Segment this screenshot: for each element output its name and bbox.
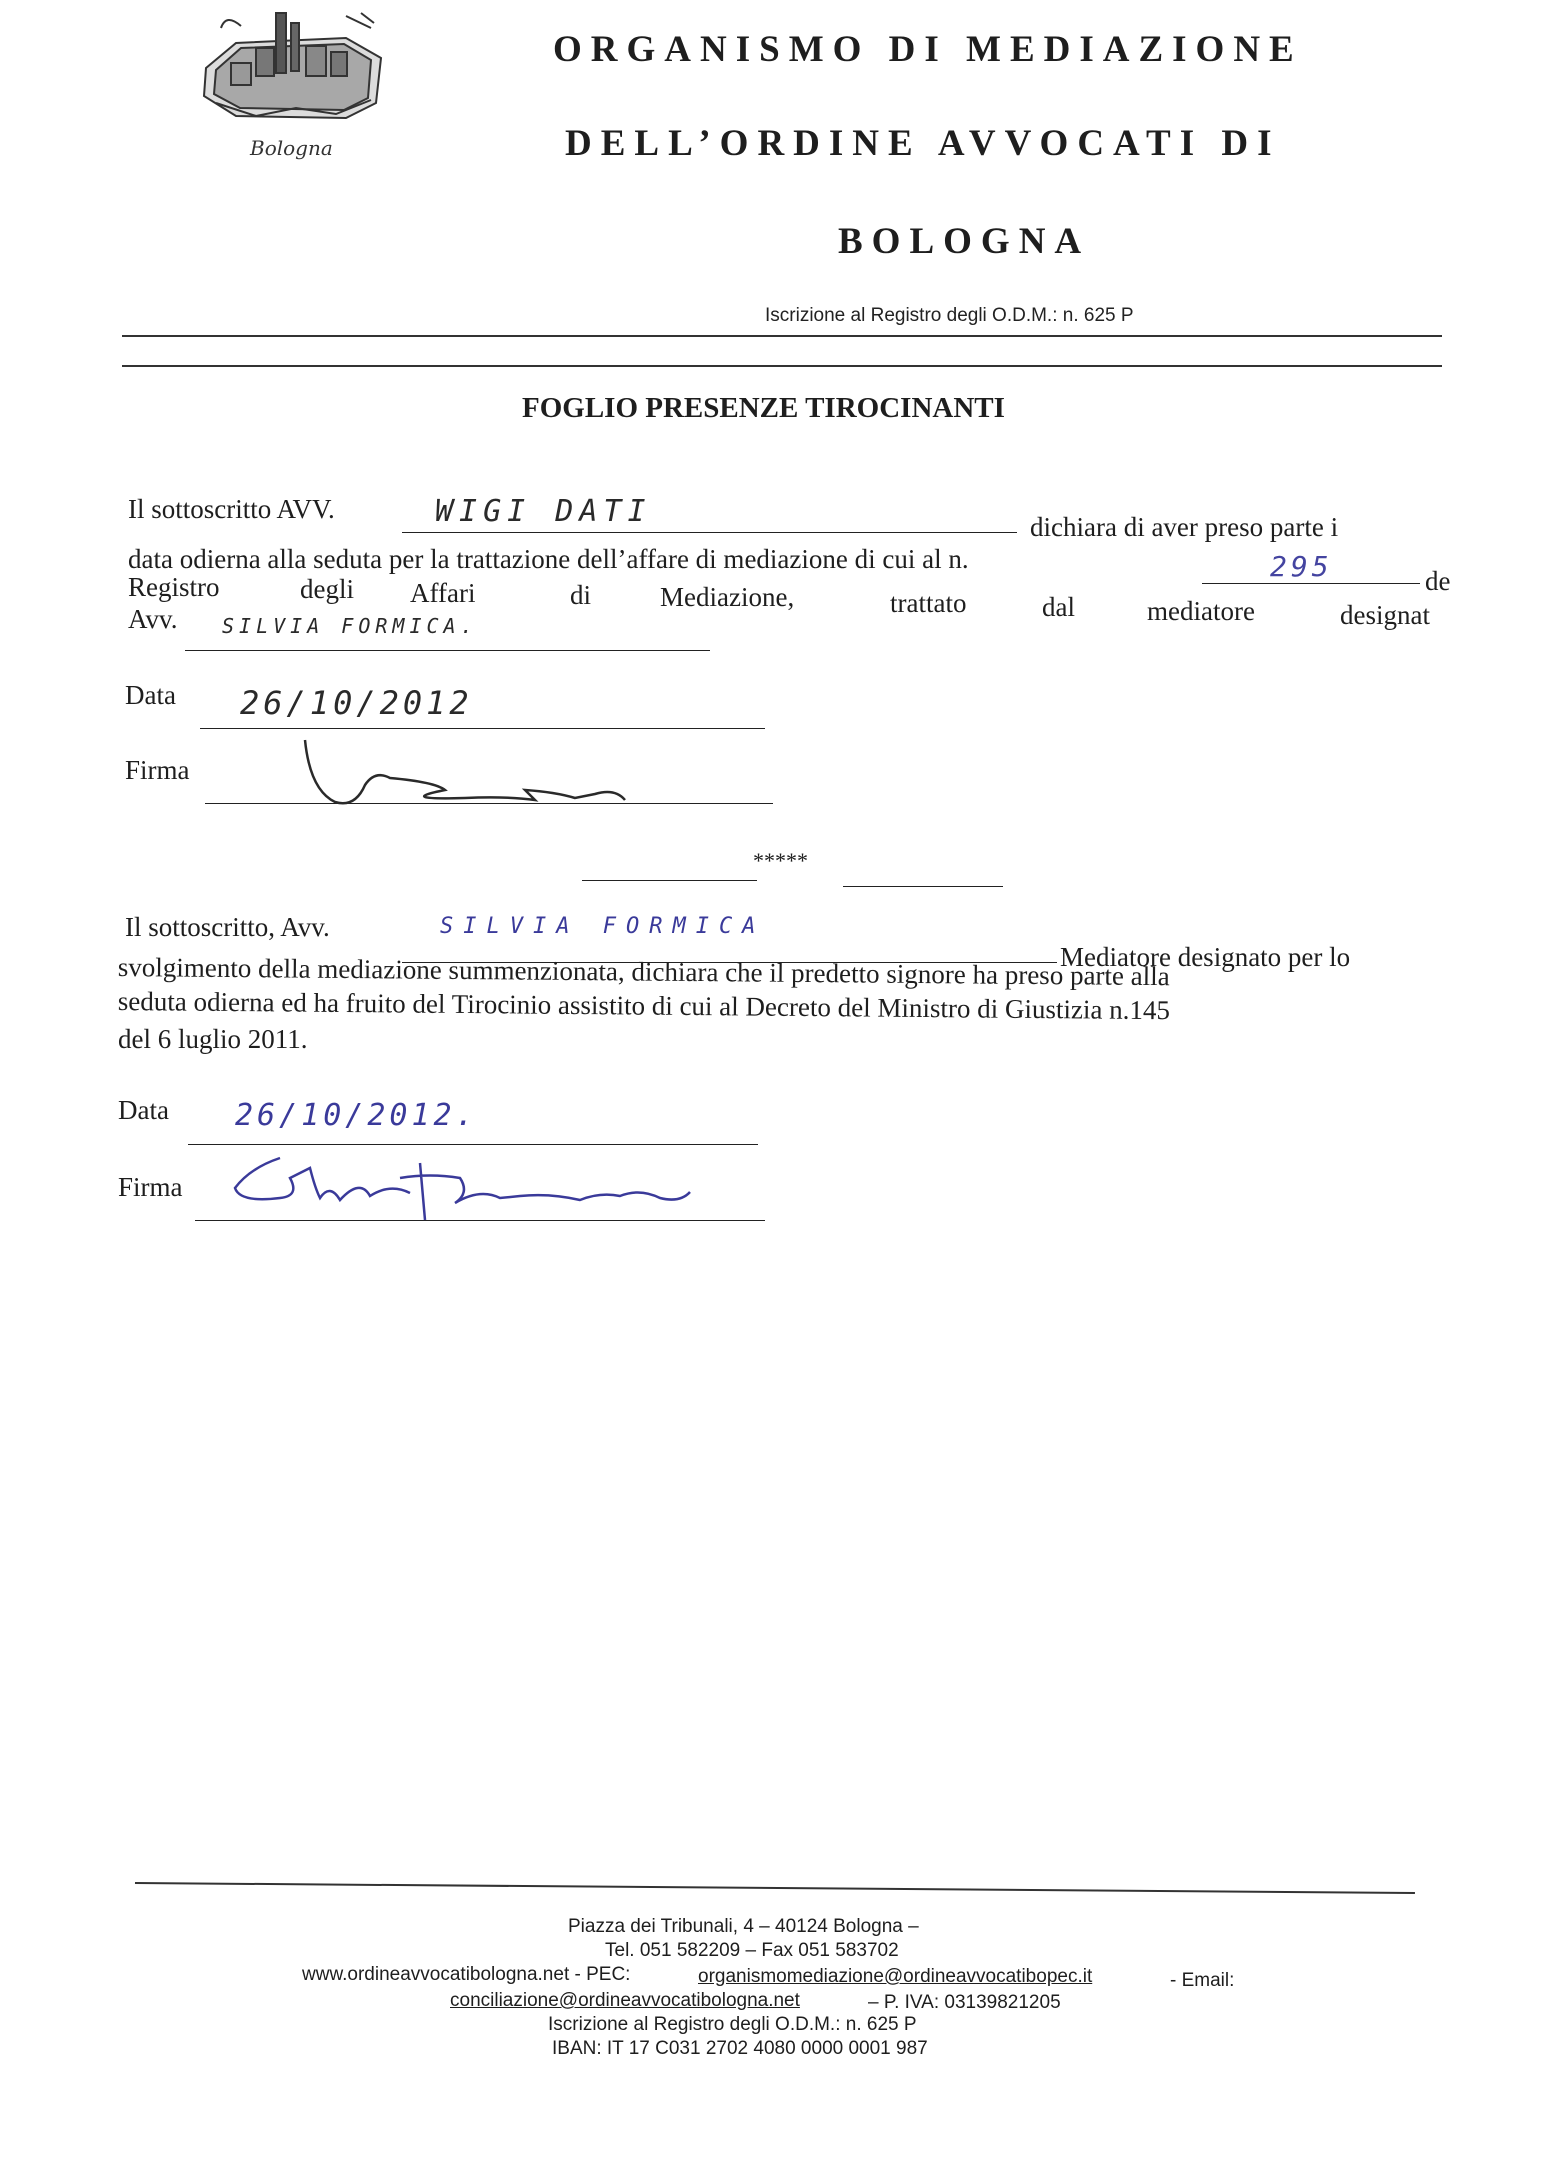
s1-line3-registro: Registro (128, 572, 220, 602)
s1-name-line (402, 532, 1017, 533)
header-rule-top (122, 335, 1442, 337)
footer-iban: IBAN: IT 17 C031 2702 4080 0000 0001 987 (552, 2038, 928, 2059)
s1-text-line2a: data odierna alla seduta per la trattazione dell’affare di mediazione di cui al n. (128, 544, 969, 574)
separator-stars: ***** (753, 848, 808, 873)
s1-number-line (1202, 583, 1420, 584)
s1-mediator-handwritten: SILVIA FORMICA. (222, 614, 478, 638)
footer-email[interactable]: conciliazione@ordineavvocatibologna.net (450, 1990, 800, 2011)
s1-line3-dal: dal (1042, 592, 1075, 622)
s2-text-line2: svolgimento della mediazione summenzionata, dichiara che il predetto signore ha preso parte alla (117, 952, 1170, 992)
s1-line3-affari: Affari (410, 578, 476, 608)
org-name-line-3: BOLOGNA (838, 221, 1091, 262)
footer-pec[interactable]: organismomediazione@ordineavvocatibopec.it (698, 1966, 1093, 1987)
s2-date-label: Data (118, 1095, 169, 1125)
s1-date-line (200, 728, 765, 729)
footer-registry: Iscrizione al Registro degli O.D.M.: n. 625 P (548, 2014, 917, 2035)
s1-date-handwritten: 26/10/2012 (240, 684, 473, 722)
s1-line3-di: di (570, 580, 592, 610)
footer-piva: – P. IVA: 03139821205 (868, 1992, 1061, 2013)
s1-line3-degli: degli (300, 574, 354, 604)
s1-line3-mediazione: Mediazione, (660, 582, 795, 612)
logo-caption: Bologna (250, 136, 333, 160)
header-rule-bottom (122, 365, 1442, 367)
s1-name-handwritten: WIGI DATI (435, 494, 652, 529)
footer-address: Piazza dei Tribunali, 4 – 40124 Bologna – (568, 1916, 919, 1937)
org-name-line-1: ORGANISMO DI MEDIAZIONE (553, 29, 1303, 70)
s1-line3-trattato: trattato (890, 588, 967, 618)
s2-date-handwritten: 26/10/2012. (235, 1098, 478, 1133)
s1-signature (295, 730, 675, 810)
footer-phone: Tel. 051 582209 – Fax 051 583702 (605, 1940, 899, 1961)
s1-firma-label: Firma (125, 755, 190, 785)
s1-text-line1a: Il sottoscritto AVV. (128, 494, 335, 524)
s2-text-line1b: Mediatore designato per lo (1060, 942, 1351, 972)
header-registry: Iscrizione al Registro degli O.D.M.: n. 625 P (765, 305, 1134, 326)
s2-firma-label: Firma (118, 1172, 183, 1202)
s2-signature (220, 1148, 700, 1228)
footer-rule (135, 1882, 1415, 1894)
footer-web: www.ordineavvocatibologna.net - PEC: (302, 1964, 631, 1985)
s2-date-line (188, 1144, 758, 1145)
s2-name-handwritten: SILVIA FORMICA (440, 914, 766, 939)
separator-line-left (582, 880, 757, 881)
s1-text-line1b: dichiara di aver preso parte i (1030, 512, 1339, 542)
s2-text-line3: seduta odierna ed ha fruito del Tirocinio assistito di cui al Decreto del Ministro di Giustizia n.145 (117, 986, 1171, 1026)
s1-date-label: Data (125, 680, 176, 710)
document-title: FOGLIO PRESENZE TIROCINANTI (522, 392, 1005, 424)
s2-text-line4: del 6 luglio 2011. (118, 1024, 308, 1054)
footer-email-label: - Email: (1170, 1970, 1235, 1991)
s1-number-handwritten: 295 (1270, 550, 1333, 583)
s1-text-line4a: Avv. (128, 604, 178, 634)
s1-text-line2b: de (1425, 566, 1451, 596)
org-name-line-2: DELL’ORDINE AVVOCATI DI (565, 123, 1281, 164)
separator-line-right (843, 886, 1003, 887)
s1-mediator-line (185, 650, 710, 651)
s1-line3-designat: designat (1340, 600, 1430, 630)
s2-text-line1a: Il sottoscritto, Avv. (125, 912, 330, 942)
s1-line3-mediatore: mediatore (1147, 596, 1255, 626)
